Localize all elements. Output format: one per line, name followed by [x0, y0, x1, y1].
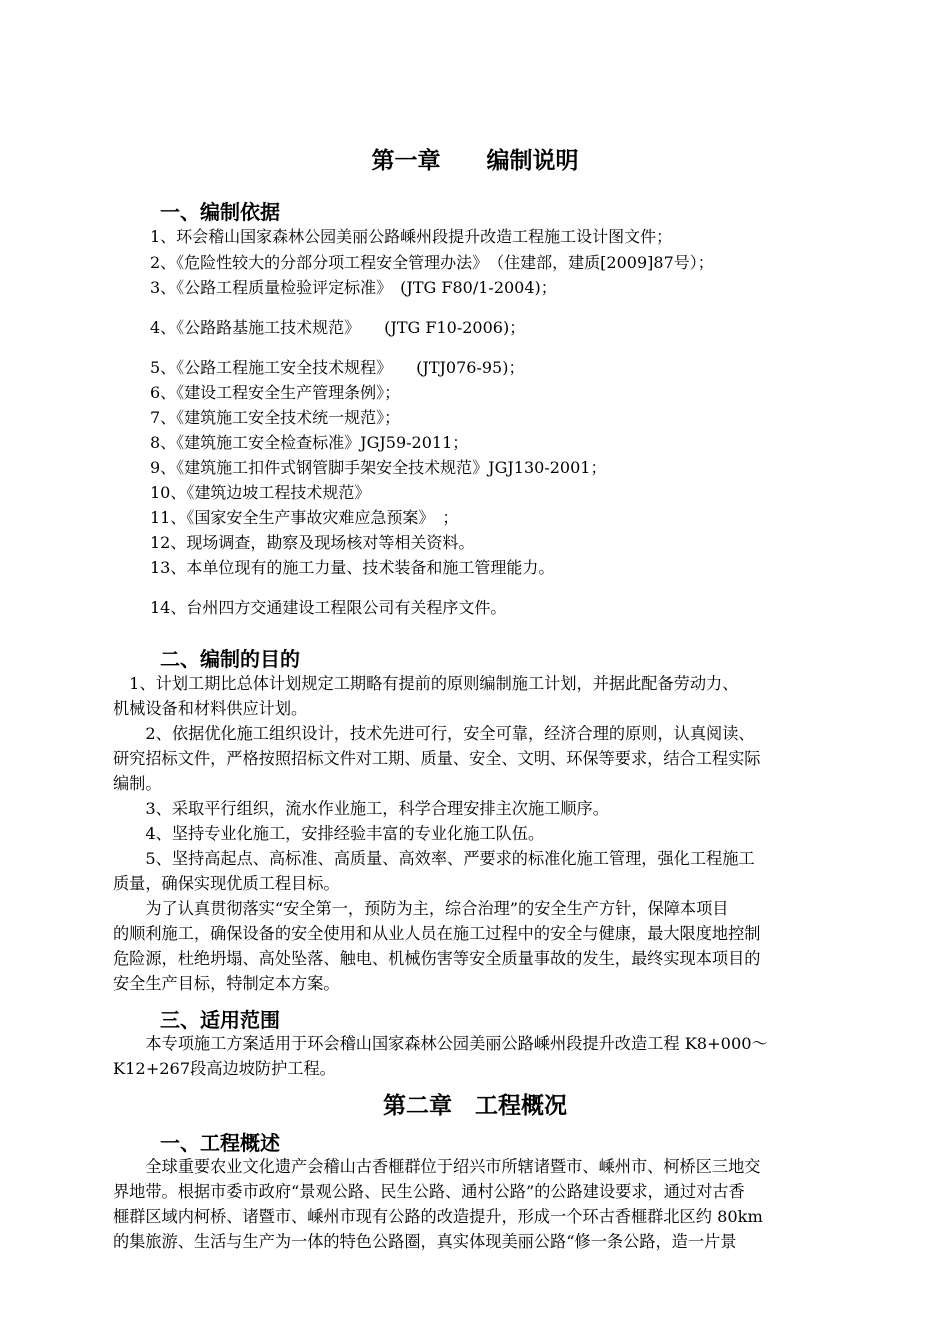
paragraph-line: K12+267段高边坡防护工程。 [113, 1059, 336, 1078]
paragraph-line: 危险源，杜绝坍塌、高处坠落、触电、机械伤害等安全质量事故的发生，最终实现本项目的 [113, 949, 761, 968]
reference-item: 2、《危险性较大的分部分项工程安全管理办法》 （住建部，建质[2009]87号）； [150, 253, 714, 272]
section-purpose-heading: 二、编制的目的 [160, 647, 300, 671]
section-overview-heading: 一、工程概述 [160, 1131, 280, 1155]
reference-item: 7、《建筑施工安全技术统一规范》； [150, 408, 401, 427]
paragraph-line: 的顺利施工，确保设备的安全使用和从业人员在施工过程中的安全与健康，最大限度地控制 [113, 924, 761, 943]
paragraph-line: 2、依据优化施工组织设计，技术先进可行，安全可靠，经济合理的原则，认真阅读、 [113, 724, 755, 743]
reference-item: 3、《公路工程质量检验评定标准》 (JTG F80/1-2004)； [150, 278, 557, 297]
reference-item: 5、《公路工程施工安全技术规程》 (JTJ076-95)； [150, 358, 525, 377]
paragraph-line: 1、计划工期比总体计划规定工期略有提前的原则编制施工计划，并据此配备劳动力、 [113, 674, 739, 693]
paragraph-line: 全球重要农业文化遗产会稽山古香榧群位于绍兴市所辖诸暨市、嵊州市、柯桥区三地交 [113, 1157, 761, 1176]
paragraph-line: 研究招标文件，严格按照招标文件对工期、质量、安全、文明、环保等要求，结合工程实际 [113, 749, 761, 768]
paragraph-line: 3、采取平行组织，流水作业施工，科学合理安排主次施工顺序。 [113, 799, 609, 818]
paragraph-line: 机械设备和材料供应计划。 [113, 699, 308, 718]
reference-item: 1、环会稽山国家森林公园美丽公路嵊州段提升改造工程施工设计图文件； [150, 227, 673, 246]
paragraph-line: 界地带。根据市委市政府“景观公路、民生公路、通村公路”的公路建设要求，通过对古香 [113, 1182, 745, 1201]
section-scope-heading: 三、适用范围 [160, 1008, 280, 1032]
chapter-2-title: 第二章 工程概况 [383, 1093, 567, 1119]
reference-item: 6、《建设工程安全生产管理条例》； [150, 383, 401, 402]
chapter-1-title: 第一章 编制说明 [371, 148, 579, 174]
reference-item: 8、《建筑施工安全检查标准》JGJ59-2011； [150, 433, 469, 452]
paragraph-line: 质量，确保实现优质工程目标。 [113, 874, 340, 893]
paragraph-line: 为了认真贯彻落实“安全第一，预防为主，综合治理”的安全生产方针，保障本项目 [113, 899, 729, 918]
paragraph-line: 本专项施工方案适用于环会稽山国家森林公园美丽公路嵊州段提升改造工程 K8+000～ [113, 1034, 768, 1053]
reference-item: 10、《建筑边坡工程技术规范》 [150, 483, 371, 502]
reference-item: 13、本单位现有的施工力量、技术装备和施工管理能力。 [150, 558, 555, 577]
reference-item: 4、《公路路基施工技术规范》 (JTG F10-2006)； [150, 318, 526, 337]
paragraph-line: 4、坚持专业化施工，安排经验丰富的专业化施工队伍。 [113, 824, 545, 843]
paragraph-line: 安全生产目标，特制定本方案。 [113, 974, 340, 993]
reference-item: 12、现场调查，勘察及现场核对等相关资料。 [150, 533, 475, 552]
paragraph-line: 编制。 [113, 774, 162, 793]
reference-item: 9、《建筑施工扣件式钢管脚手架安全技术规范》JGJ130-2001； [150, 458, 607, 477]
reference-item: 11、《国家安全生产事故灾难应急预案》 ； [150, 508, 459, 527]
paragraph-line: 榧群区域内柯桥、诸暨市、嵊州市现有公路的改造提升，形成一个环古香榧群北区约 80km [113, 1207, 763, 1226]
reference-item: 14、台州四方交通建设工程限公司有关程序文件。 [150, 598, 507, 617]
paragraph-line: 5、坚持高起点、高标准、高质量、高效率、严要求的标准化施工管理，强化工程施工 [113, 849, 755, 868]
paragraph-line: 的集旅游、生活与生产为一体的特色公路圈，真实体现美丽公路“修一条公路，造一片景 [113, 1232, 737, 1251]
section-basis-heading: 一、编制依据 [160, 200, 280, 224]
